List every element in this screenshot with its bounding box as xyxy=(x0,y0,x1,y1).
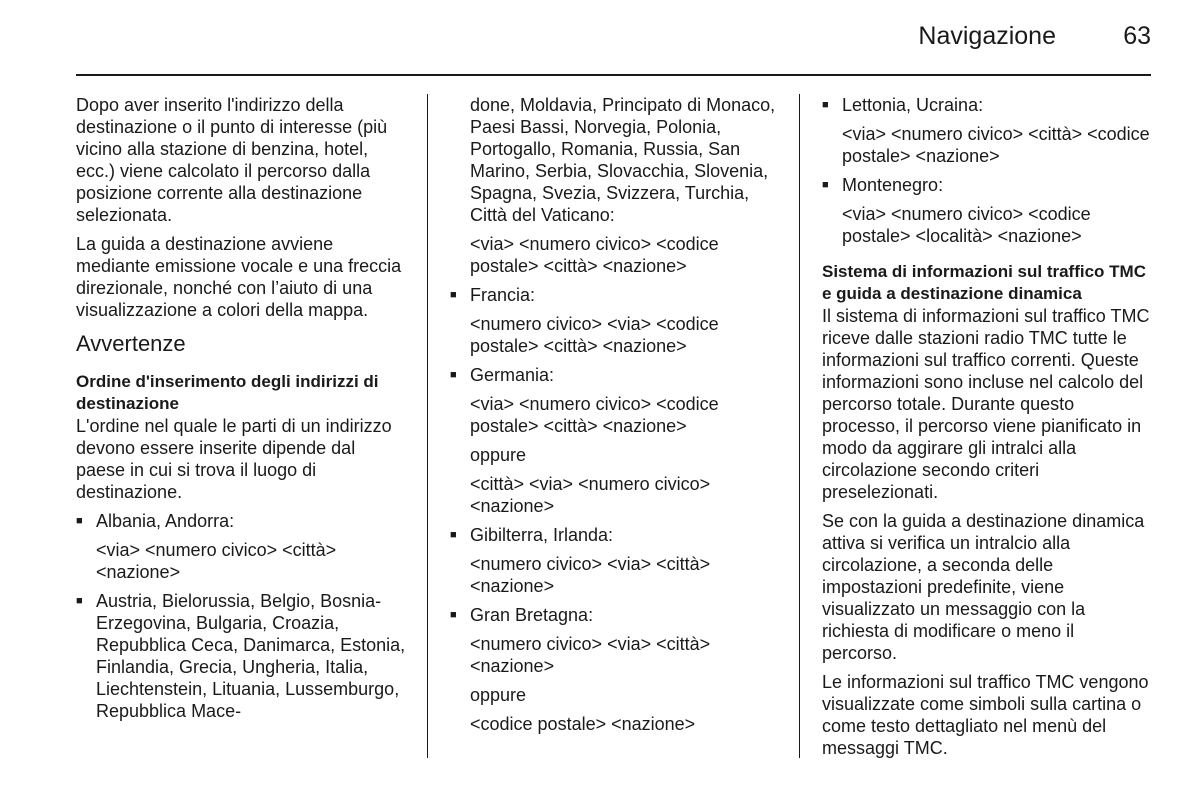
column-1 xyxy=(76,94,406,729)
address-format: <codice postale> <nazione> xyxy=(470,714,696,734)
list-item: ■ Francia: xyxy=(450,284,780,306)
address-format: <via> <numero civico> <città> <codice postale> <nazione> xyxy=(842,124,1150,166)
dynamic-guidance-paragraph: Se con la guida a destinazione dinamica attiva si verifica un intralcio alla circolazione, a seconda delle impostazioni predefinite, viene visualizzato un messaggio con la richiesta di modificare o meno il percorso. xyxy=(822,511,1145,663)
tmc-paragraph: Il sistema di informazioni sul traffico TMC riceve dalle stazioni radio TMC tutte le informazioni sul traffico correnti. Queste informazioni sono incluse nel calcolo del percorso totale. Durante questo processo, il percorso viene pianificato in modo da aggirare gli intralci alla circolazione secondo criteri preselezionati. xyxy=(822,306,1150,502)
section-heading: Avvertenze xyxy=(76,331,186,356)
order-paragraph: L'ordine nel quale le parti di un indirizzo devono essere inserite dipende dal paese in cui si trova il luogo di destinazione. xyxy=(76,416,392,502)
list-item: ■ Gran Bretagna: xyxy=(450,604,780,626)
list-item: ■ Gibilterra, Irlanda: xyxy=(450,524,780,546)
address-format: <via> <numero civico> <codice postale> <località> <nazione> xyxy=(842,204,1091,246)
page-number: 63 xyxy=(1123,22,1151,50)
header-rule xyxy=(76,74,1151,76)
address-format: <numero civico> <via> <codice postale> <città> <nazione> xyxy=(470,314,719,356)
list-item-continuation: done, Moldavia, Principato di Monaco, Paesi Bassi, Norvegia, Polonia, Portogallo, Romania, Russia, San Marino, Serbia, Slovacchia, Slovenia, Spagna, Svezia, Svizzera, Turchia, Città del Vaticano: xyxy=(470,95,776,225)
list-item: ■ Germania: xyxy=(450,364,780,386)
list-item: ■ Albania, Andorra: xyxy=(76,510,406,532)
address-format: <numero civico> <via> <città> <nazione> xyxy=(470,554,711,596)
list-item: ■ Lettonia, Ucraina: xyxy=(822,94,1154,116)
intro-paragraph: Dopo aver inserito l'indirizzo della destinazione o il punto di interesse (più vicino alla stazione di benzina, hotel, ecc.) viene calcolato il percorso dalla posizione corrente alla destinazione selezionata. xyxy=(76,95,388,225)
address-format: <città> <via> <numero civico> <nazione> xyxy=(470,474,711,516)
address-format: <numero civico> <via> <città> <nazione> xyxy=(470,634,711,676)
tmc-display-paragraph: Le informazioni sul traffico TMC vengono visualizzate come simboli sulla cartina o come testo dettagliato nel menù del messaggi TMC. xyxy=(822,672,1149,758)
column-3 xyxy=(822,94,1154,766)
column-2 xyxy=(450,94,780,742)
guidance-paragraph: La guida a destinazione avviene mediante emissione vocale e una freccia direzionale, nonché con l’aiuto di una visualizzazione a colori della mappa. xyxy=(76,234,402,320)
subsection-heading: Ordine d'inserimento degli indirizzi di destinazione xyxy=(76,372,379,413)
page-title: Navigazione xyxy=(918,22,1056,50)
column-divider-1 xyxy=(427,94,428,758)
address-format: <via> <numero civico> <codice postale> <città> <nazione> xyxy=(470,234,719,276)
alternative-label: oppure xyxy=(470,685,527,705)
alternative-label: oppure xyxy=(470,445,527,465)
address-format: <via> <numero civico> <città> <nazione> xyxy=(96,540,337,582)
subsection-heading: Sistema di informazioni sul traffico TMC e guida a destinazione dinamica xyxy=(822,262,1146,303)
address-format: <via> <numero civico> <codice postale> <città> <nazione> xyxy=(470,394,719,436)
list-item: ■ Montenegro: xyxy=(822,174,1154,196)
list-item: ■ Austria, Bielorussia, Belgio, Bosnia-Erzegovina, Bulgaria, Croazia, Repubblica Ceca, Danimarca, Estonia, Finlandia, Grecia, Ungheria, Italia, Liechtenstein, Lituania, Lussemburgo, Repubblica Mace- xyxy=(76,590,406,722)
column-divider-2 xyxy=(799,94,800,758)
